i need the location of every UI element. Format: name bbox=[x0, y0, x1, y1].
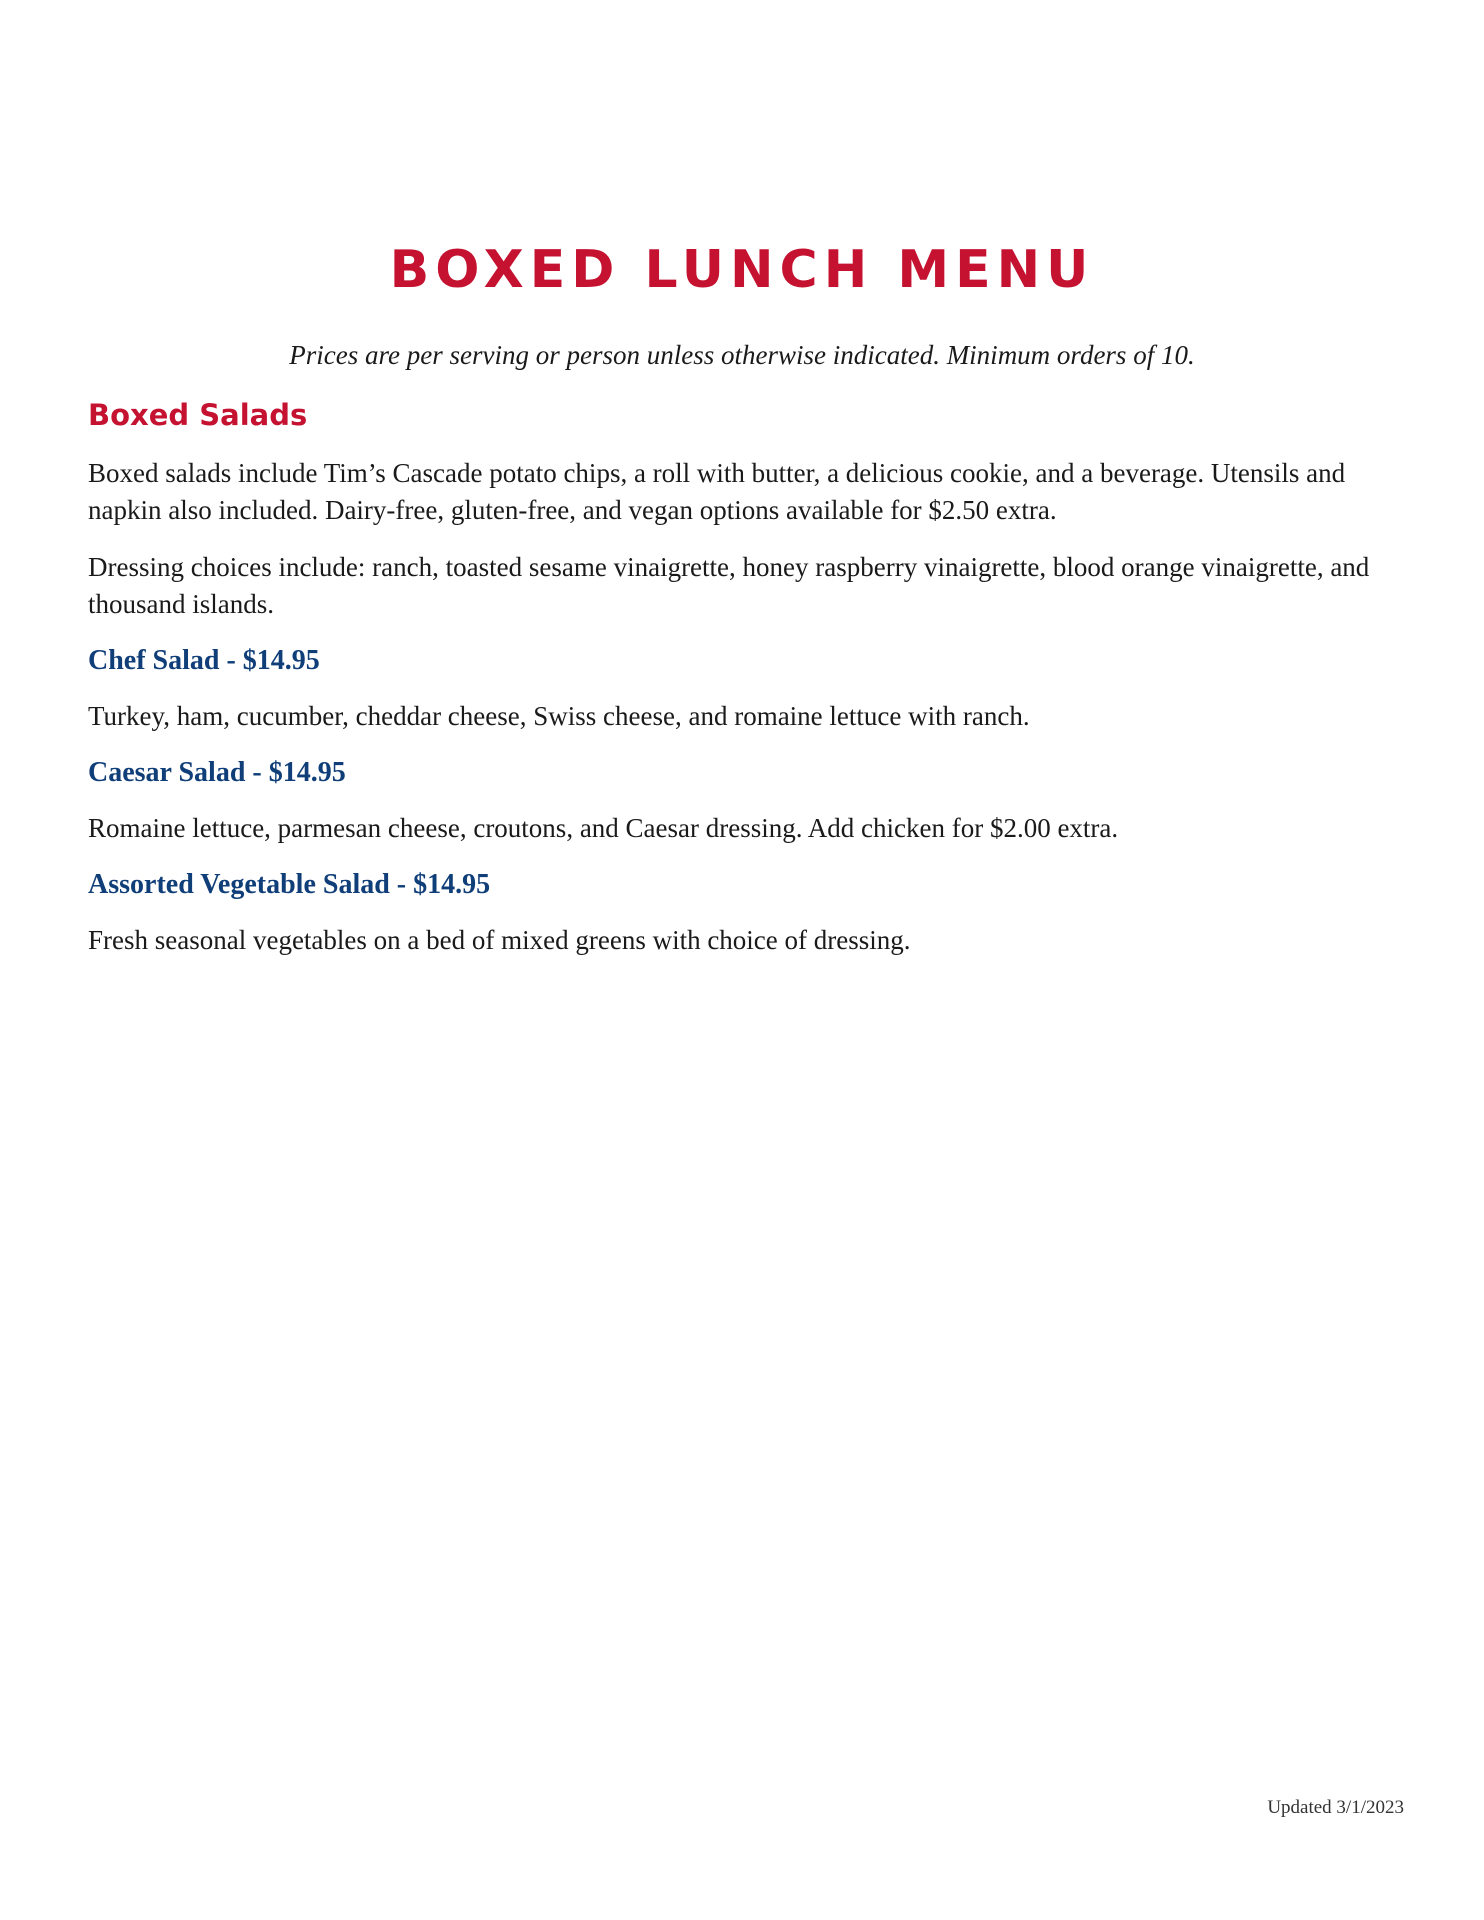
dressing-choices: Dressing choices include: ranch, toasted sesame vinaigrette, honey raspberry vinaigrette, blood orange vinaigrette, and thousand islands. bbox=[88, 552, 1370, 619]
item-heading-chef-salad: Chef Salad - $14.95 bbox=[88, 645, 320, 676]
item-description-chef-salad: Turkey, ham, cucumber, cheddar cheese, Swiss cheese, and romaine lettuce with ranch. bbox=[88, 701, 1030, 731]
item-description-vegetable-salad: Fresh seasonal vegetables on a bed of mixed greens with choice of dressing. bbox=[88, 925, 911, 955]
section-heading-boxed-salads: Boxed Salads bbox=[88, 398, 308, 432]
page-title: BOXED LUNCH MENU bbox=[389, 240, 1095, 300]
section-intro: Boxed salads include Tim’s Cascade potato chips, a roll with butter, a delicious cookie, and a beverage. Utensils and napkin also included. Dairy-free, gluten-free, and vegan options available for $2.50 extra. bbox=[88, 458, 1346, 525]
item-heading-caesar-salad: Caesar Salad - $14.95 bbox=[88, 757, 346, 788]
menu-content bbox=[88, 395, 1398, 979]
pricing-note: Prices are per serving or person unless otherwise indicated. Minimum orders of 10. bbox=[289, 340, 1195, 370]
updated-date: Updated 3/1/2023 bbox=[1267, 1797, 1404, 1818]
item-heading-vegetable-salad: Assorted Vegetable Salad - $14.95 bbox=[88, 869, 491, 900]
item-description-caesar-salad: Romaine lettuce, parmesan cheese, croutons, and Caesar dressing. Add chicken for $2.00 extra. bbox=[88, 813, 1119, 843]
